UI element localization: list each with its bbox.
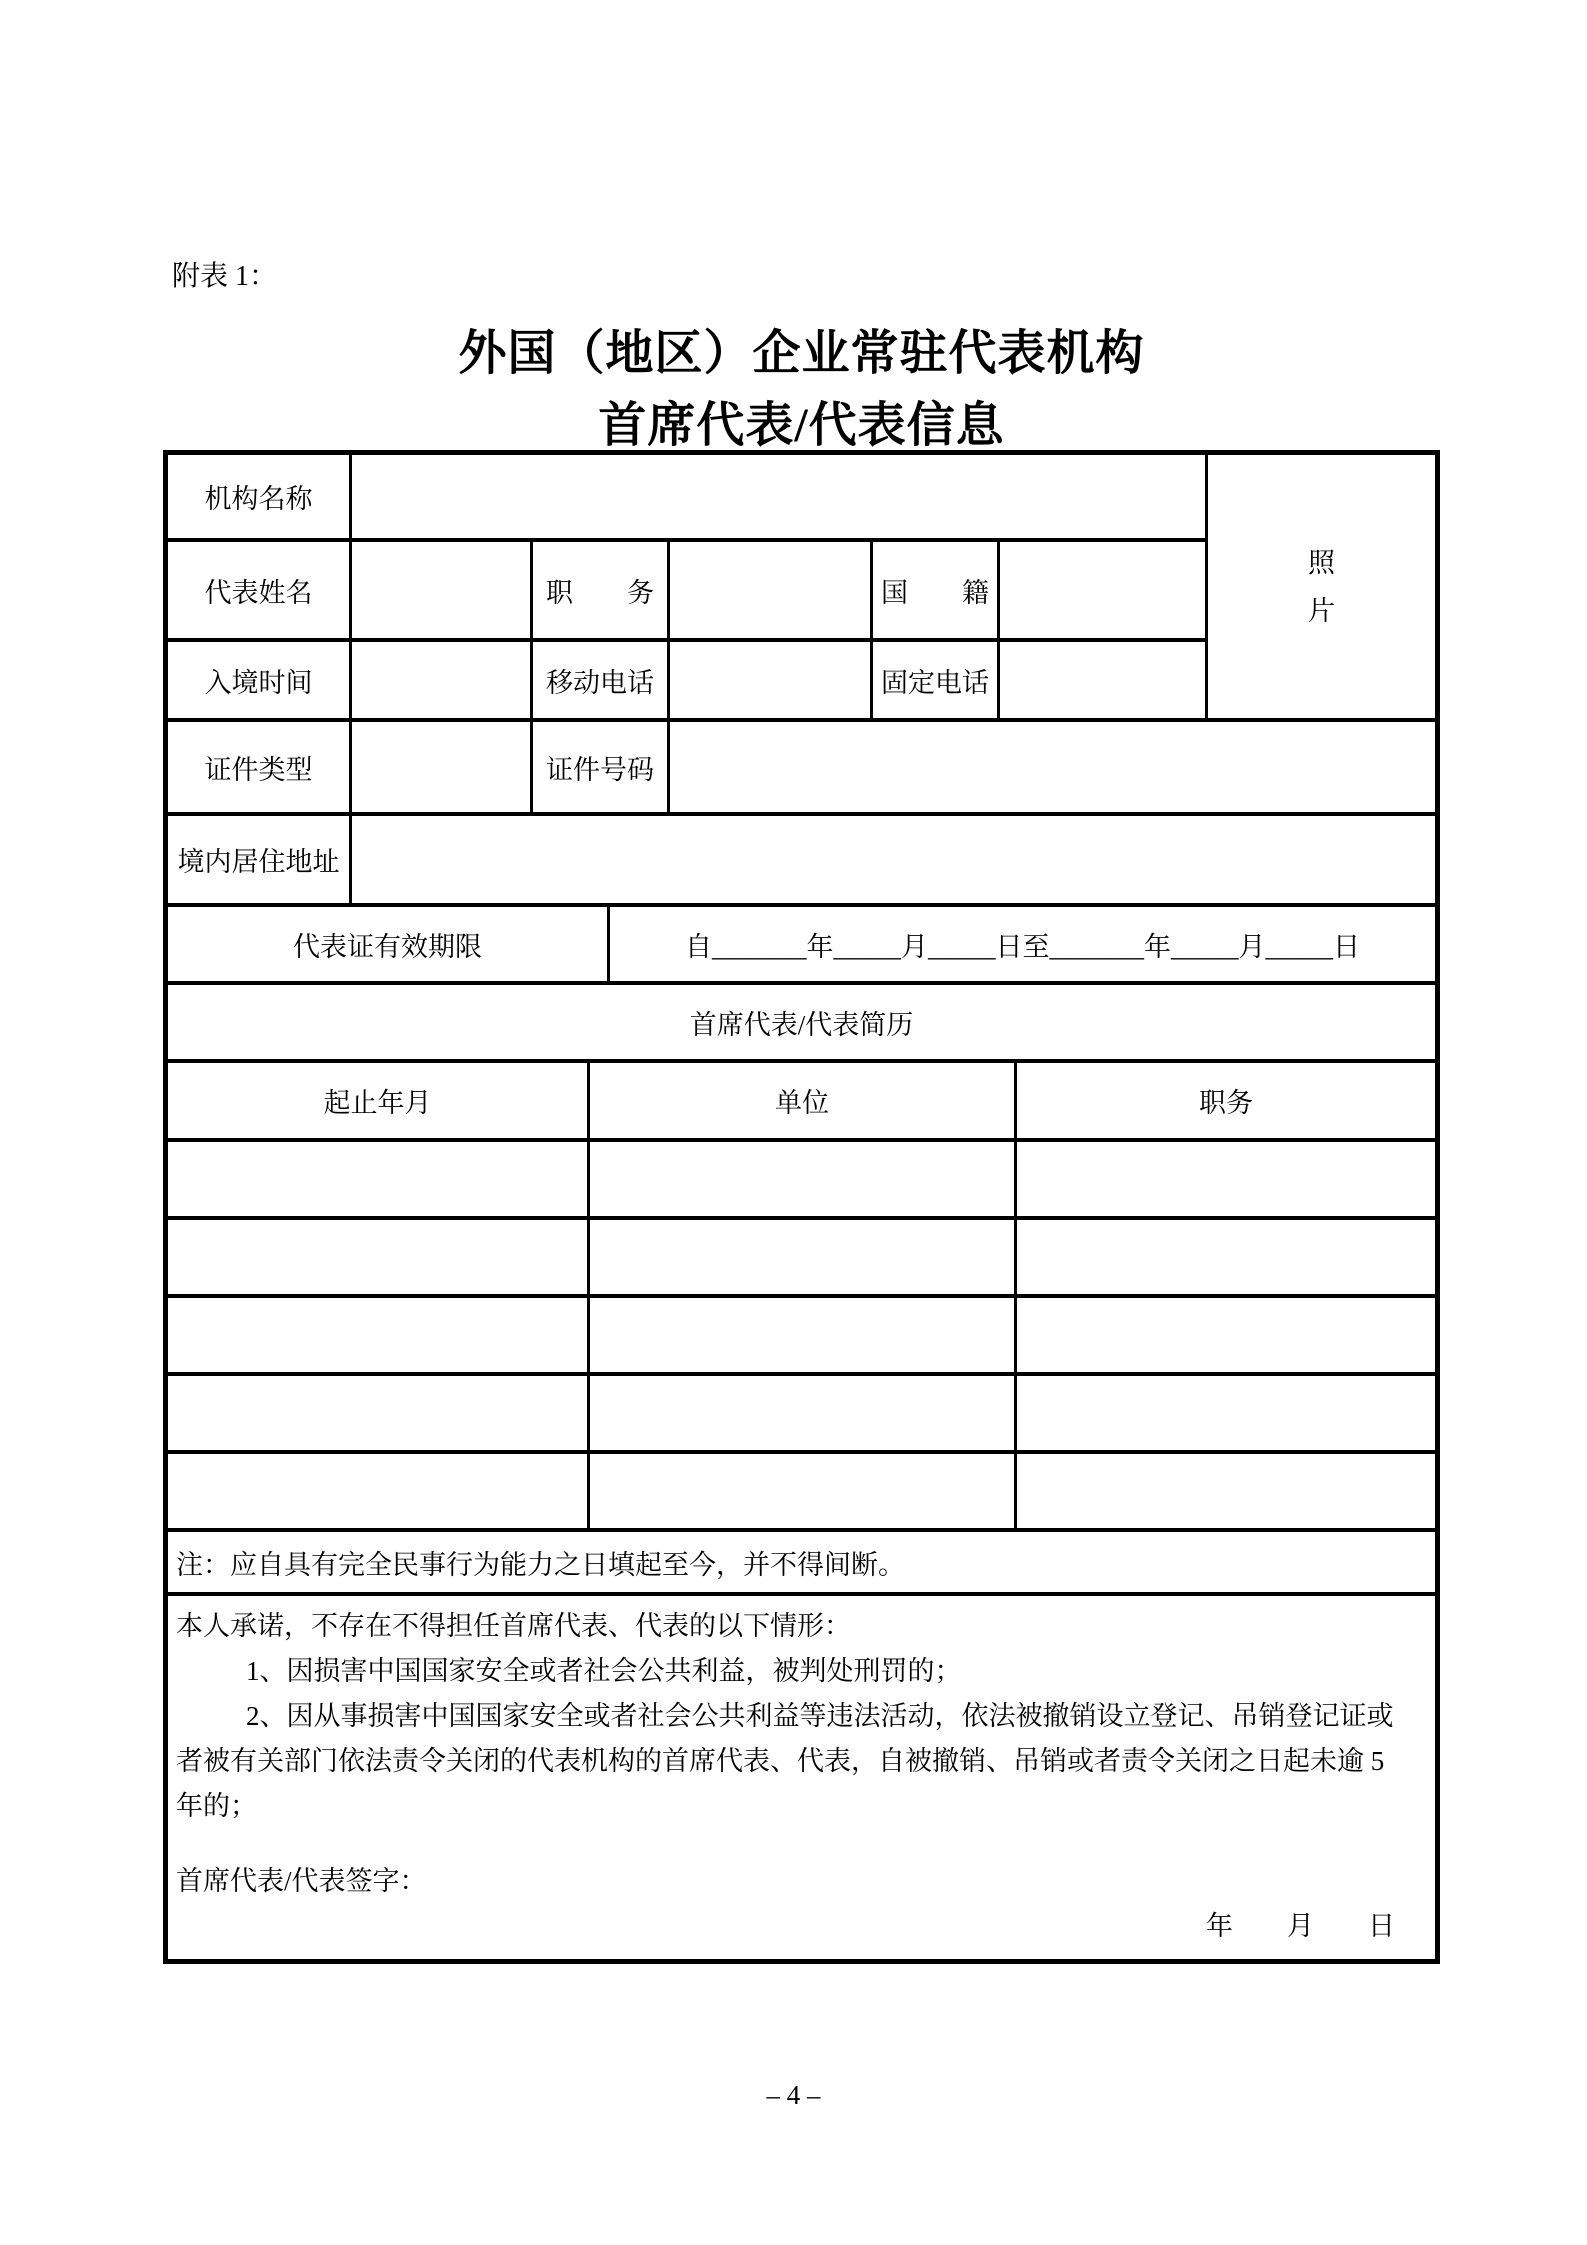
resume-position-cell bbox=[1017, 1142, 1435, 1216]
nationality-value-cell bbox=[1000, 542, 1205, 638]
resume-col-position: 职务 bbox=[1199, 1088, 1253, 1118]
mobile-label: 移动电话 bbox=[533, 642, 670, 718]
id-type-label: 证件类型 bbox=[168, 722, 352, 812]
representative-info-form bbox=[163, 450, 1440, 1964]
address-label: 境内居住地址 bbox=[168, 816, 352, 903]
resume-empty-row bbox=[168, 1376, 1435, 1454]
note-text: 注：应自具有完全民事行为能力之日填起至今，并不得间断。 bbox=[176, 1549, 905, 1580]
row-id-type bbox=[168, 722, 1435, 816]
resume-empty-row bbox=[168, 1142, 1435, 1220]
address-value-cell bbox=[352, 816, 1435, 903]
page-number: – 4 – bbox=[766, 2080, 821, 2110]
commitment-item-2-end: 年的； bbox=[176, 1791, 257, 1821]
resume-period-cell bbox=[168, 1142, 590, 1216]
id-no-value-cell bbox=[670, 722, 1435, 812]
rep-name-label: 代表姓名 bbox=[168, 542, 352, 638]
signature-label: 首席代表/代表签字： bbox=[176, 1866, 427, 1896]
page-title bbox=[163, 318, 1440, 462]
commitment-line: 本人承诺，不存在不得担任首席代表、代表的以下情形： bbox=[176, 1611, 851, 1641]
id-no-label: 证件号码 bbox=[533, 722, 670, 812]
resume-empty-row bbox=[168, 1454, 1435, 1532]
org-name-value-cell bbox=[352, 455, 1205, 538]
row-org-name bbox=[168, 455, 1205, 542]
resume-section-header bbox=[168, 985, 1435, 1063]
resume-position-cell bbox=[1017, 1298, 1435, 1372]
resume-employer-cell bbox=[590, 1376, 1017, 1450]
resume-period-cell bbox=[168, 1454, 590, 1528]
resume-period-cell bbox=[168, 1220, 590, 1294]
resume-col-employer: 单位 bbox=[590, 1063, 1017, 1138]
rep-name-value-cell bbox=[352, 542, 533, 638]
resume-header-row bbox=[168, 1063, 1435, 1142]
signature-date-placeholder: 年 月 日 bbox=[1206, 1911, 1395, 1941]
landline-value-cell bbox=[1000, 642, 1205, 718]
resume-empty-row bbox=[168, 1220, 1435, 1298]
resume-position-cell bbox=[1017, 1376, 1435, 1450]
photo-label-char2: 片 bbox=[1308, 595, 1335, 626]
page-title-line2: 首席代表/代表信息 bbox=[598, 399, 1005, 452]
photo-label-char1: 照 bbox=[1308, 547, 1335, 578]
resume-employer-cell bbox=[590, 1454, 1017, 1528]
org-name-label: 机构名称 bbox=[168, 455, 352, 538]
resume-title: 首席代表/代表简历 bbox=[689, 1009, 914, 1040]
row-address bbox=[168, 816, 1435, 907]
resume-position-cell bbox=[1017, 1220, 1435, 1294]
row-rep-name bbox=[168, 542, 1205, 642]
nationality-label: 国 籍 bbox=[873, 542, 1000, 638]
position-value-cell bbox=[670, 542, 873, 638]
commitment-block bbox=[168, 1596, 1435, 1949]
commitment-item-2: 2、因从事损害中国国家安全或者社会公共利益等违法活动，依法被撤销设立登记、吊销登记证或 bbox=[246, 1701, 1394, 1731]
resume-period-cell bbox=[168, 1376, 590, 1450]
top-row-group bbox=[168, 455, 1435, 722]
validity-label: 代表证有效期限 bbox=[168, 907, 610, 981]
commitment-item-2-cont: 者被有关部门依法责令关闭的代表机构的首席代表、代表，自被撤销、吊销或者责令关闭之日起未逾 5 bbox=[176, 1746, 1385, 1776]
resume-col-period: 起止年月 bbox=[168, 1063, 590, 1138]
resume-employer-cell bbox=[590, 1142, 1017, 1216]
resume-position-cell bbox=[1017, 1454, 1435, 1528]
entry-time-value-cell bbox=[352, 642, 533, 718]
mobile-value-cell bbox=[670, 642, 873, 718]
note-row bbox=[168, 1532, 1435, 1596]
commitment-item-1: 1、因损害中国国家安全或者社会公共利益，被判处刑罚的； bbox=[246, 1656, 962, 1686]
attachment-label: 附表 1： bbox=[172, 261, 278, 292]
resume-employer-cell bbox=[590, 1298, 1017, 1372]
landline-label: 固定电话 bbox=[873, 642, 1000, 718]
spacer bbox=[176, 1829, 1425, 1859]
position-label: 职 务 bbox=[533, 542, 670, 638]
id-type-value-cell bbox=[352, 722, 533, 812]
entry-time-label: 入境时间 bbox=[168, 642, 352, 718]
resume-employer-cell bbox=[590, 1220, 1017, 1294]
row-validity bbox=[168, 907, 1435, 985]
resume-empty-row bbox=[168, 1298, 1435, 1376]
resume-period-cell bbox=[168, 1298, 590, 1372]
top-row-group-left bbox=[168, 455, 1208, 718]
page-title-line1: 外国（地区）企业常驻代表机构 bbox=[458, 327, 1145, 380]
photo-box bbox=[1208, 455, 1435, 718]
validity-value-cell: 自_______年_____月_____日至_______年_____月_____日 bbox=[685, 931, 1360, 962]
row-entry-time bbox=[168, 642, 1205, 718]
